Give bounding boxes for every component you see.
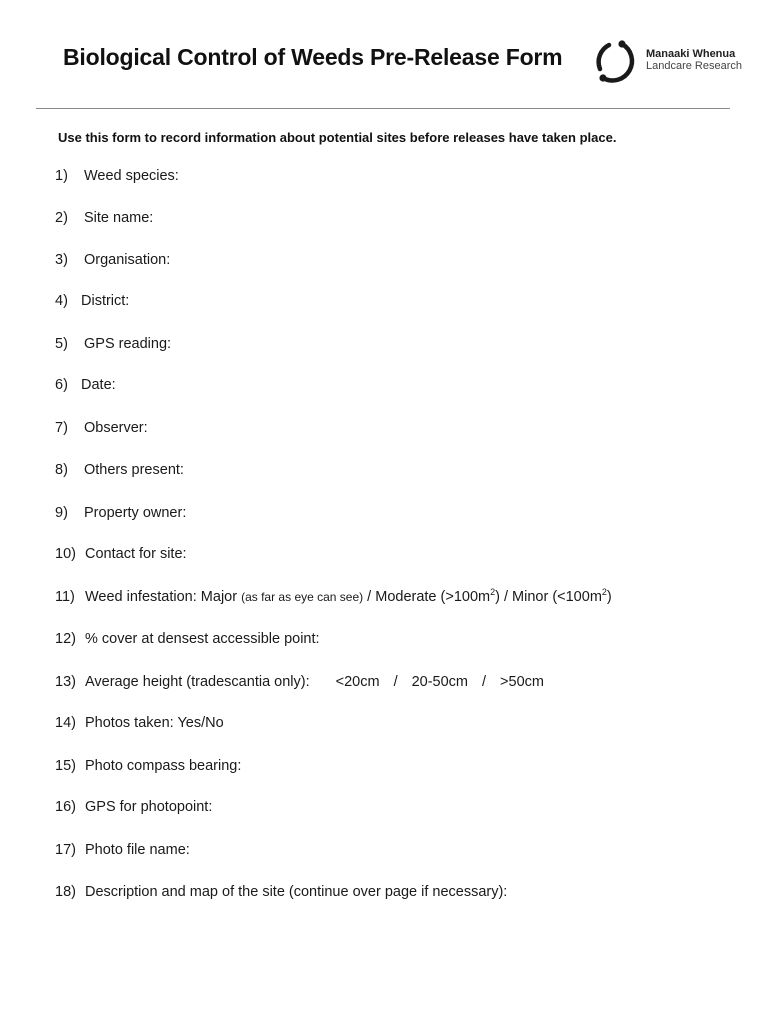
question-gps-reading bbox=[55, 336, 171, 352]
question-number: 1) bbox=[55, 168, 68, 184]
logo-wordmark bbox=[646, 48, 742, 72]
question-label: Photo file name: bbox=[85, 842, 190, 858]
question-label: Property owner: bbox=[84, 505, 187, 521]
question-label: District: bbox=[81, 293, 130, 309]
logo-ring-icon bbox=[591, 36, 641, 86]
question-label: Contact for site: bbox=[85, 546, 187, 562]
question-label: Others present: bbox=[84, 462, 184, 478]
question-label: % cover at densest accessible point: bbox=[85, 631, 320, 647]
logo-line-2: Landcare Research bbox=[646, 60, 743, 72]
question-number: 18) bbox=[55, 884, 76, 900]
question-contact-for-site bbox=[55, 546, 187, 562]
question-photo-compass-bearing bbox=[55, 758, 241, 774]
header-divider bbox=[36, 108, 730, 109]
question-weed-species bbox=[55, 168, 179, 184]
question-observer bbox=[55, 420, 148, 436]
question-others-present bbox=[55, 462, 184, 478]
height-option-20-50: 20-50cm bbox=[411, 674, 469, 690]
height-option-under-20: <20cm bbox=[335, 674, 380, 690]
question-site-description bbox=[55, 884, 507, 900]
question-number: 10) bbox=[55, 546, 76, 562]
question-percent-cover bbox=[55, 631, 320, 647]
question-site-name bbox=[55, 210, 153, 226]
question-number: 17) bbox=[55, 842, 76, 858]
question-label: Site name: bbox=[84, 210, 154, 226]
question-average-height bbox=[55, 674, 544, 690]
question-label: Description and map of the site (continue over page if necessary): bbox=[85, 884, 508, 900]
question-label: Weed infestation: Major bbox=[85, 589, 242, 605]
superscript: 2 bbox=[490, 587, 496, 598]
question-gps-photopoint bbox=[55, 799, 212, 815]
question-date bbox=[55, 377, 116, 393]
question-number: 13) bbox=[55, 674, 76, 690]
major-note: (as far as eye can see) bbox=[241, 590, 364, 604]
question-number: 5) bbox=[55, 336, 68, 352]
question-label: Average height (tradescantia only): bbox=[85, 674, 310, 690]
question-label: GPS reading: bbox=[84, 336, 172, 352]
question-number: 16) bbox=[55, 799, 76, 815]
option-separator: / bbox=[482, 674, 487, 690]
question-number: 3) bbox=[55, 252, 68, 268]
question-label: Date: bbox=[81, 377, 116, 393]
question-district bbox=[55, 293, 129, 309]
question-label: Organisation: bbox=[84, 252, 171, 268]
height-option-over-50: >50cm bbox=[500, 674, 544, 690]
option-separator: / bbox=[393, 674, 398, 690]
question-label: Weed species: bbox=[84, 168, 179, 184]
question-label: Observer: bbox=[84, 420, 148, 436]
question-label: Photos taken: Yes/No bbox=[85, 715, 224, 731]
question-number: 15) bbox=[55, 758, 76, 774]
question-number: 8) bbox=[55, 462, 68, 478]
question-photo-file-name bbox=[55, 842, 190, 858]
question-number: 11) bbox=[55, 589, 75, 605]
superscript: 2 bbox=[601, 587, 607, 598]
question-number: 6) bbox=[55, 377, 68, 393]
question-number: 2) bbox=[55, 210, 68, 226]
question-number: 7) bbox=[55, 420, 68, 436]
question-property-owner bbox=[55, 505, 186, 521]
question-number: 14) bbox=[55, 715, 76, 731]
closing-paren: ) bbox=[606, 589, 612, 605]
question-number: 9) bbox=[55, 505, 68, 521]
question-label: GPS for photopoint: bbox=[85, 799, 213, 815]
question-weed-infestation bbox=[55, 589, 612, 605]
form-title: Biological Control of Weeds Pre-Release Form bbox=[63, 44, 563, 70]
form-instructions: Use this form to record information about potential sites before releases have taken place. bbox=[58, 130, 617, 145]
moderate-option: / Moderate (>100m bbox=[363, 589, 491, 605]
question-label: Photo compass bearing: bbox=[85, 758, 242, 774]
question-number: 4) bbox=[55, 293, 68, 309]
question-number: 12) bbox=[55, 631, 76, 647]
organisation-logo bbox=[591, 36, 751, 88]
question-organisation bbox=[55, 252, 170, 268]
minor-option: ) / Minor (<100m bbox=[495, 589, 602, 605]
logo-line-1: Manaaki Whenua bbox=[646, 48, 736, 60]
question-photos-taken bbox=[55, 715, 224, 731]
